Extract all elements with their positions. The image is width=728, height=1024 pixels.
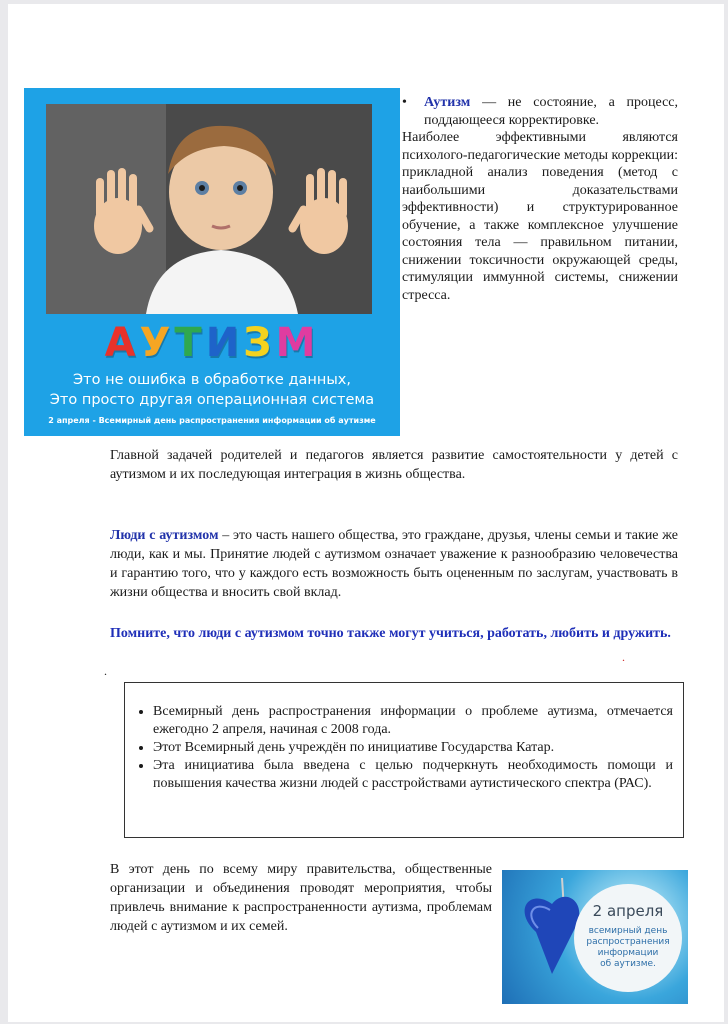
stray-dot: . (104, 664, 107, 678)
poster-title-letter: З (243, 320, 276, 366)
banner-text-line: об аутизме. (600, 959, 656, 969)
remember-paragraph: Помните, что люди с аутизмом точно также могут учиться, работать, любить и дружить. (110, 626, 671, 641)
banner-date: 2 апреля (592, 902, 664, 920)
poster-slogan-line-1: Это не ошибка в обработке данных, (73, 372, 351, 388)
poster-caption: 2 апреля - Всемирный день распространения информации об аутизме (48, 416, 376, 425)
autism-bullet (402, 94, 678, 129)
stray-red-dot: . (622, 650, 625, 664)
poster-title (24, 320, 400, 366)
bullet-bold-term: Аутизм (424, 95, 471, 110)
list-item: • Эта инициатива была введена с целью подчеркнуть необходимость помощи и повышения качества жизни людей с расстройствами аутистического спектра (РАС). (153, 757, 673, 793)
poster-title-letter: И (205, 320, 244, 366)
poster-title-letter: У (139, 320, 175, 366)
banner-text-line: информации (597, 948, 659, 958)
bullet-rest-text: — не состояние, а процесс, поддающееся корректировке. (424, 95, 678, 128)
people-rest-text: – это часть нашего общества, это граждане, друзья, члены семьи и такие же люди, как и мы. Принятие людей с аутизмом означает уважение к разнообразию человечества и гарантию того, что у каждого есть возможность быть оцененным по заслугам, участвовать в жизни общества и вносить свой вклад. (110, 528, 678, 600)
poster-slogan-line-2: Это просто другая операционная система (49, 392, 375, 408)
list-item: • Этот Всемирный день учреждён по инициативе Государства Катар. (153, 739, 673, 757)
poster-title-letter: А (104, 320, 140, 366)
poster-title-letter: М (275, 320, 320, 366)
bullet-text (424, 94, 678, 129)
methods-paragraph: Наиболее эффективными являются психолого-педагогические методы коррекции: прикладной анализ поведения (метод с наибольшими доказательствами эффективности) и структурированное обучение, а также комплексное улучшение состояния тела — правильном питании, снижении токсичности окружающей среды, стимуляции иммунной системы, снижении стресса. (402, 130, 678, 303)
goal-paragraph: Главной задачей родителей и педагогов является развитие самостоятельности у детей с аутизмом и их последующая интеграция в жизнь общества. (110, 448, 678, 482)
april-2-banner (502, 870, 688, 1004)
child-illustration (46, 104, 372, 314)
events-paragraph: В этот день по всему миру правительства, общественные организации и объединения проводят мероприятия, чтобы привлечь внимание к распространенности аутизма, проблемам людей с аутизмом и их семей. (110, 862, 492, 934)
autism-poster (24, 88, 400, 436)
bullet-marker: • (402, 95, 407, 110)
info-list (135, 703, 673, 793)
poster-title-letter: Т (174, 320, 206, 366)
list-item: • Всемирный день распространения информации о проблеме аутизма, отмечается ежегодно 2 апреля, начиная с 2008 года. (153, 703, 673, 739)
banner-text-line: распространения (586, 937, 670, 947)
info-box (124, 682, 684, 838)
people-paragraph (110, 526, 678, 602)
people-bold-term: Люди с аутизмом (110, 528, 219, 543)
child-photo (46, 104, 372, 314)
right-column-text (402, 94, 678, 304)
banner-text-line: всемирный день (588, 926, 668, 936)
